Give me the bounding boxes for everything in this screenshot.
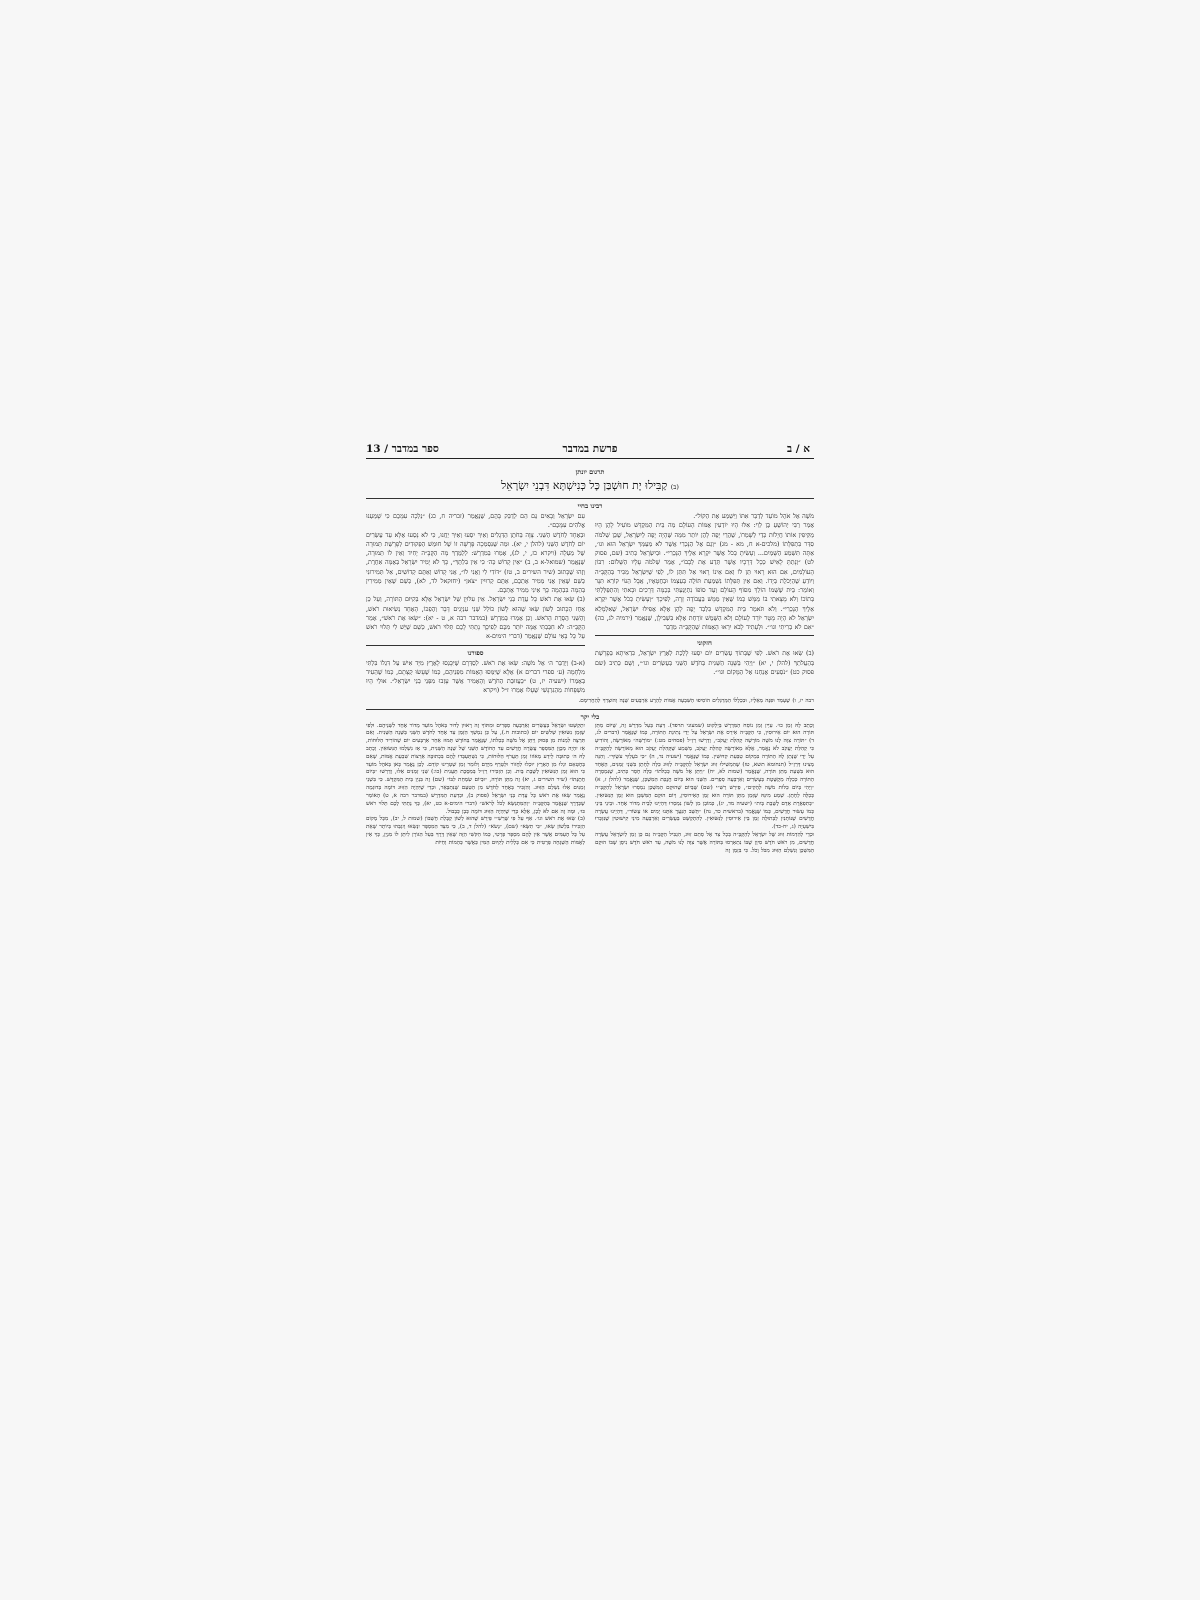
- targum-verse: [366, 479, 814, 492]
- targum-title: תרגום יונתן: [575, 468, 605, 476]
- sforno-title: ספורנו: [467, 648, 484, 657]
- divider: [366, 709, 814, 710]
- chapter-verse-marker: א / ב: [787, 443, 810, 455]
- chizkuni-title: חזקוני: [697, 639, 712, 648]
- bachya-paragraph: (ב) שְׂאוּ אֶת רֹאשׁ כָּל עֲדַת בְּנֵי יִשְׂרָאֵל. אֵין עִלּוּיָן שֶׁל יִשְׂרָאֵל אֶלָּא בְּקִיּוּם הַתּוֹרָה, וְעַל כֵּן אָחַז הַכָּתוּב לְשׁוֹן שְׂאוּ שֶׁהוּא לָשׁוֹן כּוֹלֵל שְׁנֵי עִנְיָנִים דָּבָר וְהֶפְכּוֹ, הָאֶחָד נְשִׂיאוּת רֹאשׁ, וְהַשֵּׁנִי הֲסָרַת הָרֹאשׁ. וְכֵן אָמְרוּ בְּמִדְרָשׁ (במדבר רבה א, ט - יא): ״שְׂאוּ אֶת רֹאשׁ״, אָמַר הַקָּבָּ״ה: לֹא חִבַּבְתִּי אֻמָּה יוֹתֵר מִכֶּם לְפִיכָךְ נָתַתִּי לָכֶם תְּלוּי רֹאשׁ, כְּשֵׁם שֶׁיֵּשׁ לִי תְּלוּי רֹאשׁ עַל כָּל בָּאֵי עוֹלָם שֶׁנֶּאֱמַר (דברי הימים-א: [366, 596, 585, 641]
- kli-yakar-paragraph: וְכָתַב לָהּ זְמַן כוּ׳. עַיֵּין זְמַן נוֹסַח הַמִּדְרָשׁ בְּיַלְקוּט (שמעוני תרפד). דַּעַת בַּעַל מִדְרָשׁ זֶה, שֶׁיּוֹם מַתַּן תּוֹרָה הוּא יוֹם אֵירוּסִין, כִּי הַקָּבָּ״ה אֵירֵס אֶת יִשְׂרָאֵל עַל יְדֵי נְתִינַת הַתּוֹרָה, כְּמוֹ שֶׁנֶּאֱמַר (דברים לג, ד) ״תּוֹרָה צִוָּה לָנוּ מֹשֶׁה מוֹרָשָׁה קְהִלַּת יַעֲקֹב״, וְדָרְשׁוּ רַזַ״ל (פסחים מט:) ״מוֹרָשָׁה״ מְאוֹרָשָׂה, וְהוֹדִיעַ כִּי קְהִלַּת יַעֲקֹב לֹא נֶאֱמַר, אֶלָּא מְאוֹרָשָׂה קְהִלַּת יַעֲקֹב, מַשְׁמַע שֶׁקְּהִלַּת יַעֲקֹב הוּא מְאוֹרָשָׂה לְהַקָּבָּ״ה עַל יְדֵי שֶׁנָּתַן לָהּ הַתּוֹרָה בִּמְקוֹם טַבַּעַת קִדּוּשִׁין. כְּמוֹ שֶׁנֶּאֱמַר (ישעיה נד, ה) ״כִּי בֹעֲלַיִךְ עֹשָׂיִךְ״. וְהִנֵּה מְצִינוּ דְּרַזַ״ל (תנחומא תשא, טז) שֶׁהִמְשִׁילוּ זִוּוּג יִשְׂרָאֵל לְהַקָּבָּ״ה לְזִוּוּג כַּלָּה לְחָתָן בִּשְׁנֵי זְמַנִּים, הָאֶחָד הוּא בִּשְׁעַת מַתַּן תּוֹרָה, שֶׁנֶּאֱמַר (שמות לא, יח) ״וַיִּתֵּן אֶל מֹשֶׁה כְּכַלֹּתוֹ״ כַּלָּה חָסֵר כְּתִיב, שֶׁנִּמְסְרָה הַתּוֹרָה כְּכַלָּה מְקֻשֶּׁטֶת בְּעֶשְׂרִים וְאַרְבָּעָה סְפָרִים. הַשֵּׁנִי הוּא בְּיוֹם חֲנֻכַּת הַמִּשְׁכָּן, שֶׁנֶּאֱמַר (להלן ז, א) ״וַיְהִי בְּיוֹם כַּלּוֹת מֹשֶׁה לְהָקִים״, פֵּירֵשׁ רַשִׁ״י (שם) שֶׁבְּיוֹם שֶׁהוּקַם הַמִּשְׁכָּן נִמְסְרוּ יִשְׂרָאֵל לְהַקָּבָּ״ה כְּכַלָּה לְחָתָן. שְׁמַע מִינַּהּ שֶׁזְּמַן מַתַּן תּוֹרָה הוּא זְמַן הָאֵירוּסִין, וְיוֹם הוּקַם הַמִּשְׁכָּן הוּא זְמַן הַנִּשּׂוּאִין. ״כְּתִפְאֶרֶת אָדָם לָשֶׁבֶת בָּיִת״ (ישעיה מד, יג), כְּמוֹבָן מִן לְשׁוֹן נִמְסְרוּ דְּהַיְינוּ לְבֵית מְדוֹר אֶחָד. וּבֵינֵי בֵּינֵי כְּמוֹ עָשׂוּר חֳדָשִׁים, כְּמוֹ שֶׁנֶּאֱמַר (בראשית כד, נה) ״תֵּשֵׁב הַנַּעֲרָ אִתָּנוּ יָמִים אוֹ עָשׂוֹר״, דְּהַיְינוּ עֲשָׂרָה חֳדָשִׁים שֶׁנּוֹתְנִין לַבְּתוּלָה זְמַן בֵּין אֵירוּסִין לַנִּשּׂוּאִין. לְהִתְקַשֵּׁט בְּעֶשְׂרִים וְאַרְבָּעָה מִינֵי קִישׁוּטִין שֶׁנִּזְכְּרוּ בִּישַׁעְיָה (ג, יח-כד).: [595, 722, 814, 831]
- parasha-title: פרשת במדבר: [562, 443, 618, 455]
- targum-verse-text: קַבִּילוּ יָת חוּשְׁבַּן כָּל כְּנִישְׁתָּא דִּבְנֵי יִשְׂרָאֵל: [501, 479, 668, 492]
- divider: [595, 635, 814, 636]
- kli-yakar-paragraph: וּכְדֵי לְהַדְמוֹת זִוּוּג שֶׁל יִשְׂרָאֵל לְהַקָּבָּ״ה בְּכָל צַד אֶל סְתַם זִוּוּג, הִגְבִּיל הַקָּבָּ״ה גַּם כֵּן זְמַן לְיִשְׂרָאֵל עֲשָׂרָה חֳדָשִׁים, מִן רֹאשׁ חֹדֶשׁ סִיוָן שֶׁבּוֹ נִתְאָרְסוּ בַּתּוֹרָה אֲשֶׁר צִוָּה לָנוּ מֹשֶׁה, עַד רֹאשׁ חֹדֶשׁ נִיסָן שֶׁבּוֹ הוּקַם הַמִּשְׁכָּן וְנִשְׁלַם הַזִּוּוּג מִכֹּל וָכֹל. כִּי בִּזְמַן זֶה: [595, 832, 814, 854]
- targum-verse-number: (ב): [670, 483, 679, 491]
- book-page: [366, 442, 814, 1164]
- kli-yakar-title: כלי יקר: [580, 712, 600, 721]
- divider: [366, 498, 814, 499]
- bachya-columns: [366, 512, 814, 696]
- kli-yakar-col-left: [366, 723, 585, 856]
- kli-yakar-columns: [366, 723, 814, 856]
- bachya-paragraph: אָמַר רַבִּי יְהוֹשֻׁעַ בֶּן לֵוִי: אִלּוּ הָיוּ יוֹדְעִין אֻמּוֹת הָעוֹלָם מַה בֵּית הַמִּקְדָּשׁ מוֹעִיל לָהֶן הָיוּ מַקִּיפִין אוֹתוֹ חֲיָלוֹת כְּדֵי לְשָׁמְרוֹ, שֶׁהֲרֵי יָפֶה לָהֶן יוֹתֵר מִמַּה שֶּׁהָיָה יָפֶה לְיִשְׂרָאֵל, שֶׁכֵּן שְׁלֹמֹה סִדֵּר בִּתְפִלָּתוֹ (מלכים-א ח, מא - מג) ״וְגַם אֶל הַנָּכְרִי אֲשֶׁר לֹא מֵעַמְּךָ יִשְׂרָאֵל הוּא וגו׳, אַתָּה תִּשְׁמַע הַשָּׁמַיִם... וְעָשִׂיתָ כְּכֹל אֲשֶׁר יִקְרָא אֵלֶיךָ הַנָּכְרִי״. וּבְיִשְׂרָאֵל כְּתִיב (שם, פסוק לט) ״וְנָתַתָּ לָאִישׁ כְּכָל דְּרָכָיו אֲשֶׁר תֵּדַע אֶת לְבָבוֹ״, אָמַר שְׁלֹמֹה עָלָיו הַשָּׁלוֹם: רִבּוֹן הָעוֹלָמִים, אִם הוּא רָאוּי תֵּן לוֹ וְאִם אֵינוֹ רָאוּי אַל תִּתֵּן לוֹ, לְפִי שֶׁיִּשְׂרָאֵל מַכִּיר בְּהַקָּבָּ״ה וְיוֹדֵעַ שֶׁהַיְכֹלֶת בְּיָדוֹ. וְאִם אֵין תְּפִלָּתוֹ נִשְׁמַעַת תּוֹלֶה בְּעַצְמוֹ וּבַחֲטָאָיו, אֲבָל הַגּוֹי קוֹרֵא תִּגָּר וְאוֹמֵר: בַּיִת שֶׁשְּׁמוֹ הוֹלֵךְ מִסּוֹף הָעוֹלָם וְעַד סוֹפוֹ נִתְיַגַּעְתִּי בְּכַמָּה דְּרָכִים וּבָאתִי וְהִתְפַּלַּלְתִּי בְּתוֹכוֹ וְלֹא מָצָאתִי בּוֹ מַמָּשׁ כְּמוֹ שֶׁאֵין מַמָּשׁ בַּעֲבוֹדָה זָרָה, לְפִיכָךְ ״וְעָשִׂיתָ כְּכֹל אֲשֶׁר יִקְרָא אֵלֶיךָ הַנָּכְרִי״. וְלֹא תֹּאמַר בֵּית הַמִּקְדָּשׁ בִּלְבַד יָפֶה לָהֶן אֶלָּא אֲפִילּוּ יִשְׂרָאֵל, שֶׁאִלְמָלֵא יִשְׂרָאֵל לֹא הָיָה מָטָר יוֹרֵד לָעוֹלָם וְלֹא הַשֶּׁמֶשׁ זוֹרַחַת אֶלָּא בִּשְׁבִילָן, שֶׁנֶּאֱמַר (ירמיה לג, כה) ״אִם לֹא בְרִיתִי וגו׳״. וּלְעָתִיד לָבֹא יִרְאוּ הָאֻמּוֹת שֶׁהַקָּבָּ״ה מְדַבֵּר: [595, 522, 814, 632]
- bachya-title: רבינו בחיי: [577, 502, 603, 511]
- bachya-paragraph: עִם יִשְׂרָאֵל וְבָאִים גַּם הֵם לְדַבֵּק בָּהֶם, שֶׁנֶּאֱמַר (זכריה ח, כג) ״נֵלְכָה עִמָּכֶם כִּי שָׁמַעְנוּ אֱלֹהִים עִמָּכֶם״.: [366, 513, 585, 530]
- sforno-continuation: רבה יז, ו) שֶׁעָמַד וּפִנָּה מֵאֵלָיו, וּבִכְלָלוֹ הַמְּרַגְּלִים הוֹסִיפוּ הַשִּׁבְעָה אֻמּוֹת לְהֵרָע אַרְבָּעִים שָׁנָה וְהוּצְרַךְ לְהַחֲרִימָם.: [578, 697, 814, 704]
- divider: [366, 645, 585, 646]
- bachya-col-left: [366, 512, 585, 696]
- kli-yakar-col-right: [595, 723, 814, 856]
- bachya-col-right: [595, 512, 814, 696]
- kli-yakar-paragraph: יִתְקַשְּׁטוּ יִשְׂרָאֵל בְּעֶשְׂרִים וְאַרְבָּעָה סְפָרִים וּמִתּוֹךְ זֶה רָאוּיִן לָדוּר בְּאֹהֶל מוֹעֵד מָדוֹר אֶחָד לִשְׁנֵיהֶם. וּלְפִי שֶׁזְּמַן נִשּׂוּאִין שְׁלֹשִׁים יוֹם (כתובות ח.), עַל כֵּן נִמְשַׁךְ הַזְּמַן עַד אֶחָד לַחֹדֶשׁ הַשֵּׁנִי בַּשָּׁנָה הַשֵּׁנִית. וְאִם תִּרְצֶה לִמְנוֹת מִן פְּסוּק וַיִּתֵּן אֶל מֹשֶׁה כְּכַלֹּתוֹ, שֶׁנֶּאֱמַר בְּחוֹדֶשׁ תַּמּוּז אַחַר אַרְבָּעִים יוֹם שֶׁהוֹרִיד הַלּוּחוֹת, אַז יִהְיֶה מְכֻוָּן הַמִּסְפָּר עֲשָׂרָה חֳדָשִׁים עַד הַחוֹדֶשׁ הַשֵּׁנִי שֶׁל שָׁנָה הַשֵּׁנִית, כִּי אָז נִשְׁלְמוּ הַנִּשּׂוּאִין. וְכָתַב לָהּ ה׳ כְּתוּבָּה לֵידַע מְאוֹזוֹ זְמַן תַּעֲרֹף הַלּוּחוֹת, כִּי נִשְׁתַּעְבְּדוּ לָהֶם בִּכְתוּבָּה אַרְצוֹת שִׁבְעַת אֻמּוֹת, שֶׁאִם בְּחֶטְאָם יִגְלוּ מִן הָאָרֶץ יוּכְלוּ לַחֲזוֹר וּלְטָרֵף מִיָּדָם וְלוֹמַר זְמַן שְׁטָרֵינוּ קוֹדֵם. לָכֵן נֶאֱמַר כָּאן בְּאֹהֶל מוֹעֵד כִּי הוּא זְמַן הַנִּשּׂוּאִין לְשֶׁבֶת בָּיִת. וְכֵן הִזְכִּירוּ רַזַ״ל בְּמַסֶּכֶת תַּעֲנִית (כו:) שְׁנֵי זְמַנִּים אֵלּוּ, וְדָרְשׁוּ ״בְּיוֹם חֲתֻנָּתוֹ״ (שיר השירים ג, יא) זֶה מַתַּן תּוֹרָה, ״וּבְיוֹם שִׂמְחַת לִבּוֹ״ (שם) זֶה בִּנְיַן בֵּית הַמִּקְדָּשׁ. כִּי בִּשְׁנֵי זְמַנִּים אֵלּוּ נִשְׁלַם הַזִּוּוּג. וְהִזְכִּיר בְּאֶחָד לַחֹדֶשׁ מִן הַטַּעַם שֶׁנִּתְבָּאֵר, וּכְדֵי שֶׁיִּהְיֶה הַזִּוּוּג דּוֹמֶה בְּדוּגְמָה נֶאֱמַר שְׂאוּ אֶת רֹאשׁ כָּל עֲדַת בְּנֵי יִשְׂרָאֵל (פסוק ב), וּכְדַעַת הַמִּדְרָשׁ (במדבר רבה א, ט) הָאוֹמֵר שֶׁכְּדֶרֶךְ שֶׁנֶּאֱמַר בְּהַקָּבָּ״ה ״וְהַמִּתְנַשֵּׂא לְכֹל לְרֹאשׁ״ (דברי הימים-א כט, יא), כָּךְ נָתַתִּי לָכֶם תְּלוּי רֹאשׁ כּוּ׳, וּמָה זֶה אִם לֹא לָכֶן, אֶלָּא כְּדֵי שֶׁיִּהְיֶה הַזִּוּוּג דּוֹמֶה כְּבָן כְּבָבוּל.: [366, 722, 585, 815]
- running-header: [366, 442, 814, 459]
- sforno-text: (א-ב) וַיְדַבֵּר ה׳ אֶל מֹשֶׁה: שְׂאוּ אֶת רֹאשׁ. לְסַדְּרָם שֶׁיִּכָּנְסוּ לָאָרֶץ מִיָּד אִישׁ עַל דִּגְלוֹ בִּלְתִּי מִלְחָמָה (ע׳ ספרי דברים א) אֶלָּא שֶׁיִּמַּסּוּ הָאֻמּוֹת מִפְּנֵיהֶם, כְּמוֹ שֶׁעָשׂוּ קְצָתָם, כְּמוֹ שֶׁהֵעִיד בְּאָמְרוֹ (ישעיה יז, ט) ״כַּעֲזוּבַת הַחֹרֶשׁ וְהָאָמִיר אֲשֶׁר עָזְבוּ מִפְּנֵי בְנֵי יִשְׂרָאֵל״. אוּלַי הָיוּ מִשְׁפָּחוֹת מֵהַגִּרְגָּשִׁי שֶׁעָלוּ אָמְרוּ ז״ל (ויקרא: [366, 659, 585, 695]
- bachya-paragraph: וּבְאֶחָד לַחֹדֶשׁ הַשֵּׁנִי. צָוָה בַּחֹתֶן הַדְּגָלִים וְאֵיךְ יִסְעוּ וְאֵיךְ יַחֲנוּ, כִּי לֹא נָסְעוּ אֶלָּא עַד עֶשְׂרִים יוֹם לַחֹדֶשׁ הַשֵּׁנִי (להלן י, יא). וּמַה שֶּׁנִּסְמְכָה פָּרָשָׁה זוֹ שֶׁל חוּמַשׁ הַפְּקוּדִים לְפָרָשַׁת תְּמוּרָה שֶׁל מַעְלָה (ויקרא כז, י, לג), אָמְרוּ בְּמִדְרָשׁ: לְלַמֶּדְךָ מָה הַקָּבָּ״ה יָחִיד וְאֵין לוֹ תְּמוּרָה, שֶׁנֶּאֱמַר (שמואל-א ב, ב) ״אֵין קָדוֹשׁ כַּה׳ כִּי אֵין בִּלְתֶּךָ״, כָּךְ לֹא יָמִיר יִשְׂרָאֵל בְּאֻמָּה אַחֶרֶת, וְזֶהוּ שֶׁכָּתוּב (שיר השירים ב, טז) ״דּוֹדִי לִי וַאֲנִי לוֹ״, אֲנִי קָדוֹשׁ וְאַתֶּם קְדוֹשִׁים, אַל תְּמִירוּנִי כְּשֵׁם שֶׁאֵין אֲנִי מֵמִיר אֶתְכֶם, אַתֶּם קְרוּיִין ״צֹאן״ (יחזקאל לד, לא), כְּשֵׁם שֶׁאֵין מְמִירִין בְּהֵמָה בִּבְהֵמָה כָּךְ אֵינִי מֵמִיר אֶתְכֶם.: [366, 531, 585, 595]
- kli-yakar-paragraph: (ב) שְׂאוּ אֶת רֹאשׁ וגו׳. אַף עַל פִּי שֶׁרַשִׁ״י פֵּירֵשׁ שֶׁהוּא לְשׁוֹן קַבָּלַת חֶשְׁבּוֹן (שמות ל, יב), מִכָּל מָקוֹם הַזְכִּירוֹ בִּלְשׁוֹן שְׂאוּ, ״כִּי תִשָּׂא״ (שם), ״נָשֹׂא״ (להלן ד, ב), כִּי מִצַּד הַמִּסְפָּר יִנָּשְׂאוּ וְיִגְבְּהוּ בְּיוֹתֵר שֶׁאֵת עַל כָּל הָעַמִּים אֲשֶׁר אֵין לָהֶם מִסְפָּר פְּרָטִי, כְּמוֹ הַקֹּשִׁי הַזֶּה שֶׁאֵין דֶּרֶךְ בַּעַל הַגּוֹרָן לִיתֵּן לוֹ מִנְיָן, כָּךְ אֵין לְאֻמּוֹת הַשְׁגָּחָה פְּרָטִית כִּי אִם כְּלָלִית לְקִיּוּם הַמִּין כַּאֲשֶׁר כְּהֵמוֹת וְחַיּוֹת: [366, 816, 585, 846]
- bachya-paragraph: מֹשֶׁה אֶל אֹהֶל מוֹעֵד לְדַבֵּר אִתּוֹ וַיִּשְׁמַע אֶת הַקּוֹל״.: [693, 513, 814, 521]
- chizkuni-text: (ב) שְׂאוּ אֶת רֹאשׁ. לְפִי שֶׁבְּתוֹךְ עֶשְׂרִים יוֹם יִסְעוּ לָלֶכֶת לְאֶרֶץ יִשְׂרָאֵל, כִּדְאִיתָא בְּפָרָשַׁת בְּהַעֲלֹתְךָ (להלן י, יא) ״וַיְהִי בַּשָּׁנָה הַשֵּׁנִית בַּחֹדֶשׁ הַשֵּׁנִי בְּעֶשְׂרִים וגו׳״, וְשָׁם כְּתִיב (שם פסוק כט) ״נֹסְעִים אֲנַחְנוּ אֶל הַמָּקוֹם וגו׳״.: [595, 650, 814, 676]
- book-page-number: ספר במדבר / 13: [366, 443, 439, 455]
